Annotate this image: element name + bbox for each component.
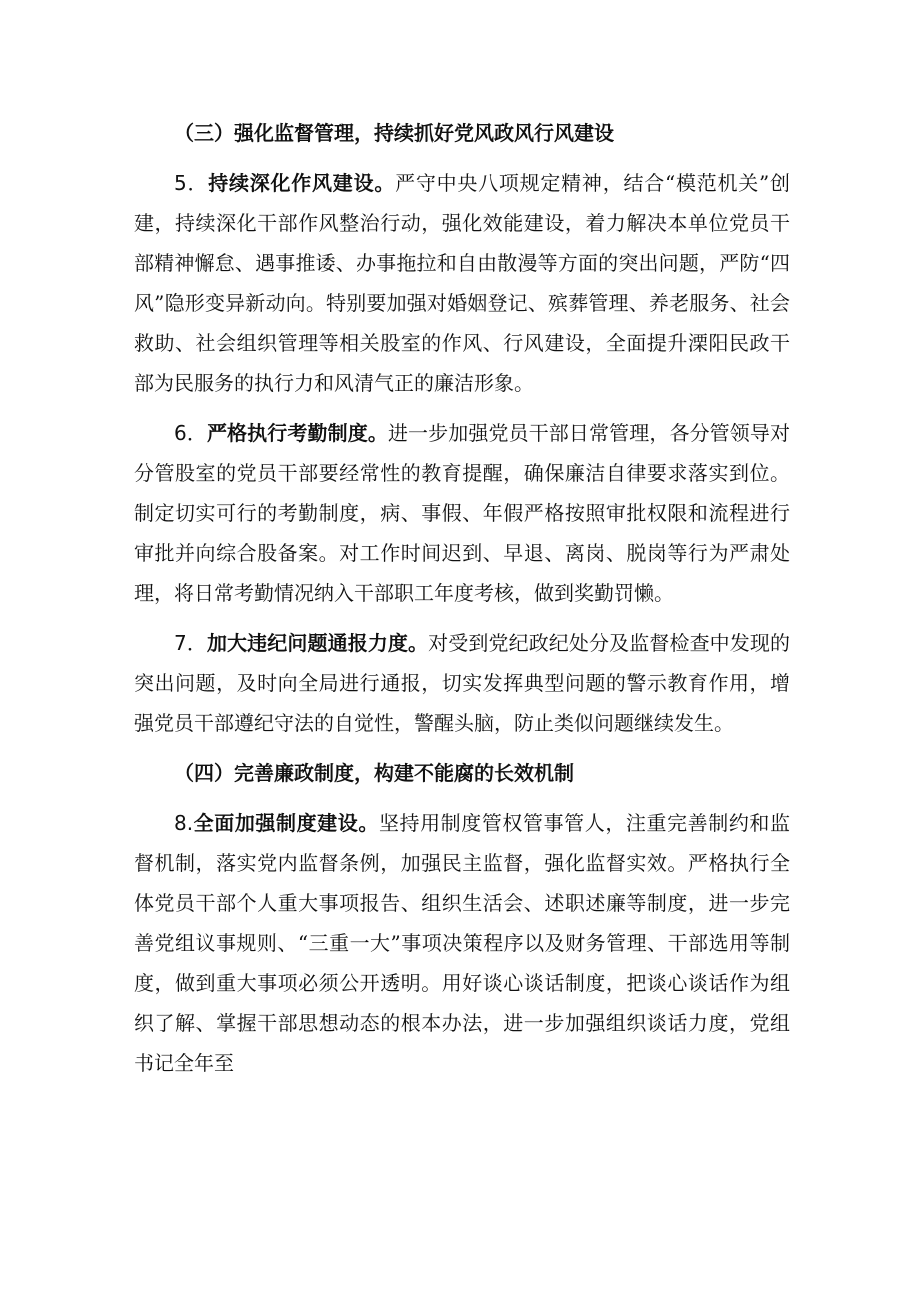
paragraph-item-8 xyxy=(134,803,790,1083)
item-body-text: 严守中央八项规定精神，结合“模范机关”创建，持续深化干部作风整治行动，强化效能建设，着力解决本单位党员干部精神懈怠、遇事推诿、办事拖拉和自由散漫等方面的突出问题，严防“四风”隐形变异新动向。特别要加强对婚姻登记、殡葬管理、养老服务、社会救助、社会组织管理等相关股室的作风、行风建设，全面提升溧阳民政干部为民服务的执行力和风清气正的廉洁形象。 xyxy=(134,171,790,395)
item-lead-title: 严格执行考勤制度。 xyxy=(206,421,388,445)
paragraph-item-5 xyxy=(134,163,790,403)
item-number: 8. xyxy=(174,811,194,835)
item-number: 6． xyxy=(174,421,207,445)
paragraph-item-7 xyxy=(134,623,790,743)
document-body xyxy=(134,113,790,1093)
item-number: 7． xyxy=(174,631,207,655)
item-body-text: 对受到党纪政纪处分及监督检查中发现的突出问题，及时向全局进行通报，切实发挥典型问题的警示教育作用，增强党员干部遵纪守法的自觉性，警醒头脑，防止类似问题继续发生。 xyxy=(134,631,791,735)
item-body-text: 进一步加强党员干部日常管理，各分管领导对分管股室的党员干部要经常性的教育提醒，确保廉洁自律要求落实到位。制定切实可行的考勤制度，病、事假、年假严格按照审批权限和流程进行审批并向综合股备案。对工作时间迟到、早退、离岗、脱岗等行为严肃处理，将日常考勤情况纳入干部职工年度考核，做到奖勤罚懒。 xyxy=(134,421,791,605)
item-body-text: 坚持用制度管权管事管人，注重完善制约和监督机制，落实党内监督条例，加强民主监督，强化监督实效。严格执行全体党员干部个人重大事项报告、组织生活会、述职述廉等制度，进一步完善党组议事规则、“三重一大”事项决策程序以及财务管理、干部选用等制度，做到重大事项必须公开透明。用好谈心谈话制度，把谈心谈话作为组织了解、掌握干部思想动态的根本办法，进一步加强组织谈话力度，党组书记全年至 xyxy=(134,811,791,1075)
section-heading-4: （四）完善廉政制度，构建不能腐的长效机制 xyxy=(174,761,574,785)
item-lead-title: 加大违纪问题通报力度。 xyxy=(206,631,429,655)
paragraph-item-6 xyxy=(134,413,790,613)
item-lead-title: 持续深化作风建设。 xyxy=(208,171,396,195)
item-number: 5． xyxy=(174,171,209,195)
item-lead-title: 全面加强制度建设。 xyxy=(193,811,379,835)
section-heading-3: （三）强化监督管理，持续抓好党风政风行风建设 xyxy=(174,121,614,145)
